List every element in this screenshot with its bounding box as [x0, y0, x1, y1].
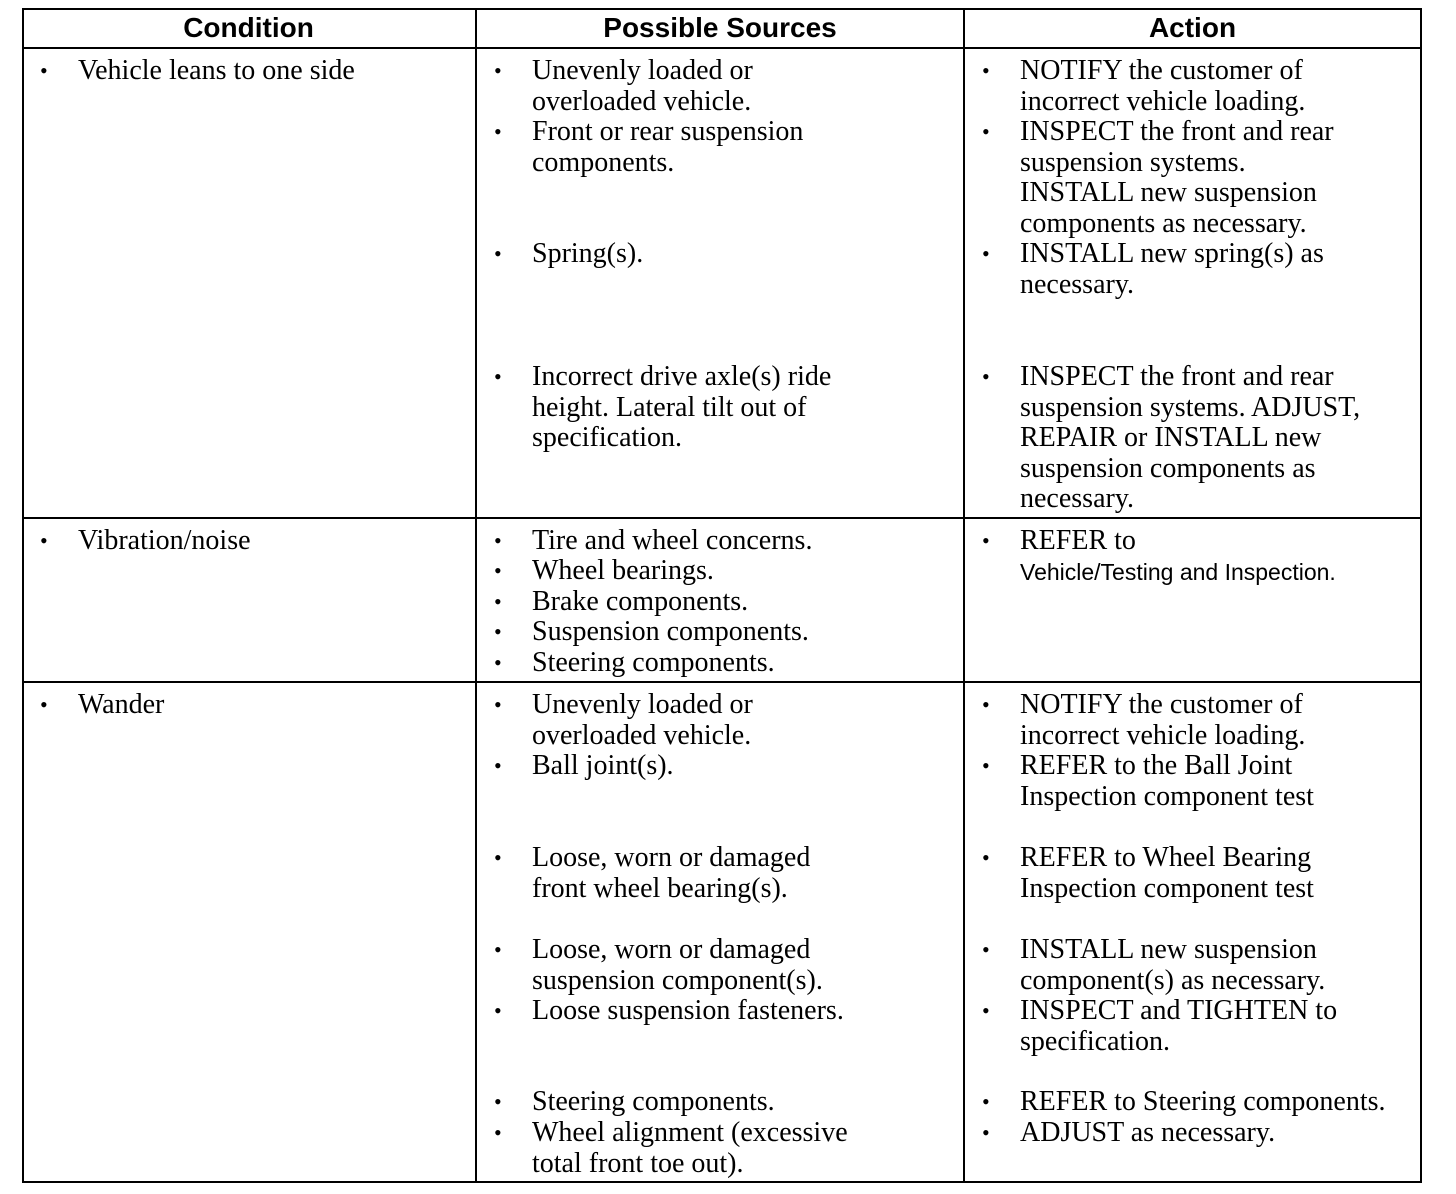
action-text: REFER to [1020, 525, 1136, 556]
condition-text: Wander [78, 689, 165, 720]
action-item [982, 525, 1336, 587]
bullet: • [494, 241, 502, 266]
action-text: NOTIFY the customer of incorrect vehicle loading. [1020, 689, 1306, 751]
source-text: Loose suspension fasteners. [532, 995, 844, 1026]
source-item [494, 1117, 848, 1179]
source-item [494, 995, 844, 1027]
source-text: Wheel bearings. [532, 555, 714, 586]
action-text: INSPECT and TIGHTEN to specification. [1020, 995, 1338, 1057]
source-text: Tire and wheel concerns. [532, 525, 813, 556]
source-item [494, 1086, 775, 1118]
bullet: • [494, 998, 502, 1023]
bullet: • [40, 692, 48, 717]
diagnosis-table [22, 8, 1422, 1183]
source-item [494, 116, 804, 178]
header-possible-sources: Possible Sources [603, 12, 837, 43]
action-text: REFER to the Ball Joint Inspection component test [1020, 750, 1314, 812]
table-border-left [22, 8, 24, 1183]
source-item [494, 525, 813, 557]
bullet: • [494, 650, 502, 675]
action-item [982, 1117, 1276, 1149]
action-item [982, 995, 1338, 1057]
header-action: Action [1148, 12, 1237, 43]
action-item [982, 750, 1314, 812]
bullet: • [40, 58, 48, 83]
condition-cell [40, 525, 251, 557]
bullet: • [494, 528, 502, 553]
source-item [494, 616, 809, 648]
source-item [494, 934, 823, 996]
action-item [982, 1086, 1386, 1118]
bullet: • [982, 1120, 990, 1145]
source-text: Unevenly loaded or overloaded vehicle. [532, 55, 753, 117]
action-text: INSPECT the front and rear suspension systems. ADJUST, REPAIR or INSTALL new suspension components as necessary. [1020, 361, 1361, 515]
reference-link[interactable]: Vehicle/Testing and Inspection. [1020, 558, 1336, 585]
bullet: • [494, 1120, 502, 1145]
condition-cell [40, 55, 355, 87]
action-text: NOTIFY the customer of incorrect vehicle loading. [1020, 55, 1306, 117]
source-text: Brake components. [532, 586, 749, 617]
bullet: • [982, 998, 990, 1023]
source-text: Suspension components. [532, 616, 809, 647]
column-divider [963, 8, 965, 1183]
source-item [494, 689, 753, 751]
action-item [982, 55, 1306, 117]
source-text: Ball joint(s). [532, 750, 674, 781]
source-item [494, 238, 644, 270]
source-text: Front or rear suspension components. [532, 116, 804, 178]
action-text: INSTALL new suspension component(s) as necessary. [1020, 934, 1326, 996]
source-item [494, 361, 832, 454]
source-item [494, 647, 775, 679]
source-text: Loose, worn or damaged suspension component(s). [532, 934, 823, 996]
condition-cell [40, 689, 165, 721]
source-item [494, 750, 674, 782]
table-border-bottom [22, 1181, 1422, 1183]
source-text: Incorrect drive axle(s) ride height. Lateral tilt out of specification. [532, 361, 832, 454]
source-text: Steering components. [532, 647, 775, 678]
bullet: • [982, 364, 990, 389]
table-border-right [1420, 8, 1422, 1183]
bullet: • [982, 753, 990, 778]
bullet: • [982, 692, 990, 717]
condition-text: Vehicle leans to one side [78, 55, 355, 86]
source-text: Loose, worn or damaged front wheel bearing(s). [532, 842, 811, 904]
row-divider [22, 517, 1422, 519]
bullet: • [982, 241, 990, 266]
action-text: REFER to Steering components. [1020, 1086, 1386, 1117]
source-item [494, 555, 714, 587]
bullet: • [494, 558, 502, 583]
source-text: Wheel alignment (excessive total front toe out). [532, 1117, 848, 1179]
condition-text: Vibration/noise [78, 525, 251, 556]
action-text: REFER to Wheel Bearing Inspection component test [1020, 842, 1314, 904]
source-item [494, 55, 753, 117]
action-item [982, 238, 1324, 300]
bullet: • [494, 753, 502, 778]
source-item [494, 842, 811, 904]
bullet: • [494, 619, 502, 644]
bullet: • [494, 937, 502, 962]
source-text: Spring(s). [532, 238, 644, 269]
source-item [494, 586, 749, 618]
column-divider [475, 8, 477, 1183]
bullet: • [494, 119, 502, 144]
row-divider [22, 681, 1422, 683]
action-text: INSTALL new spring(s) as necessary. [1020, 238, 1324, 300]
bullet: • [494, 1089, 502, 1114]
action-text: ADJUST as necessary. [1020, 1117, 1276, 1148]
bullet: • [982, 119, 990, 144]
source-text: Unevenly loaded or overloaded vehicle. [532, 689, 753, 751]
bullet: • [494, 845, 502, 870]
bullet: • [494, 589, 502, 614]
source-text: Steering components. [532, 1086, 775, 1117]
bullet: • [494, 58, 502, 83]
action-item [982, 934, 1326, 996]
bullet: • [982, 937, 990, 962]
bullet: • [982, 1089, 990, 1114]
bullet: • [982, 845, 990, 870]
action-item [982, 361, 1361, 515]
action-item [982, 842, 1314, 904]
bullet: • [494, 364, 502, 389]
bullet: • [494, 692, 502, 717]
action-text: INSPECT the front and rear suspension systems. INSTALL new suspension components as necessary. [1020, 116, 1334, 239]
bullet: • [40, 528, 48, 553]
action-item [982, 116, 1334, 239]
bullet: • [982, 58, 990, 83]
action-item [982, 689, 1306, 751]
header-condition: Condition [183, 12, 314, 43]
bullet: • [982, 528, 990, 553]
